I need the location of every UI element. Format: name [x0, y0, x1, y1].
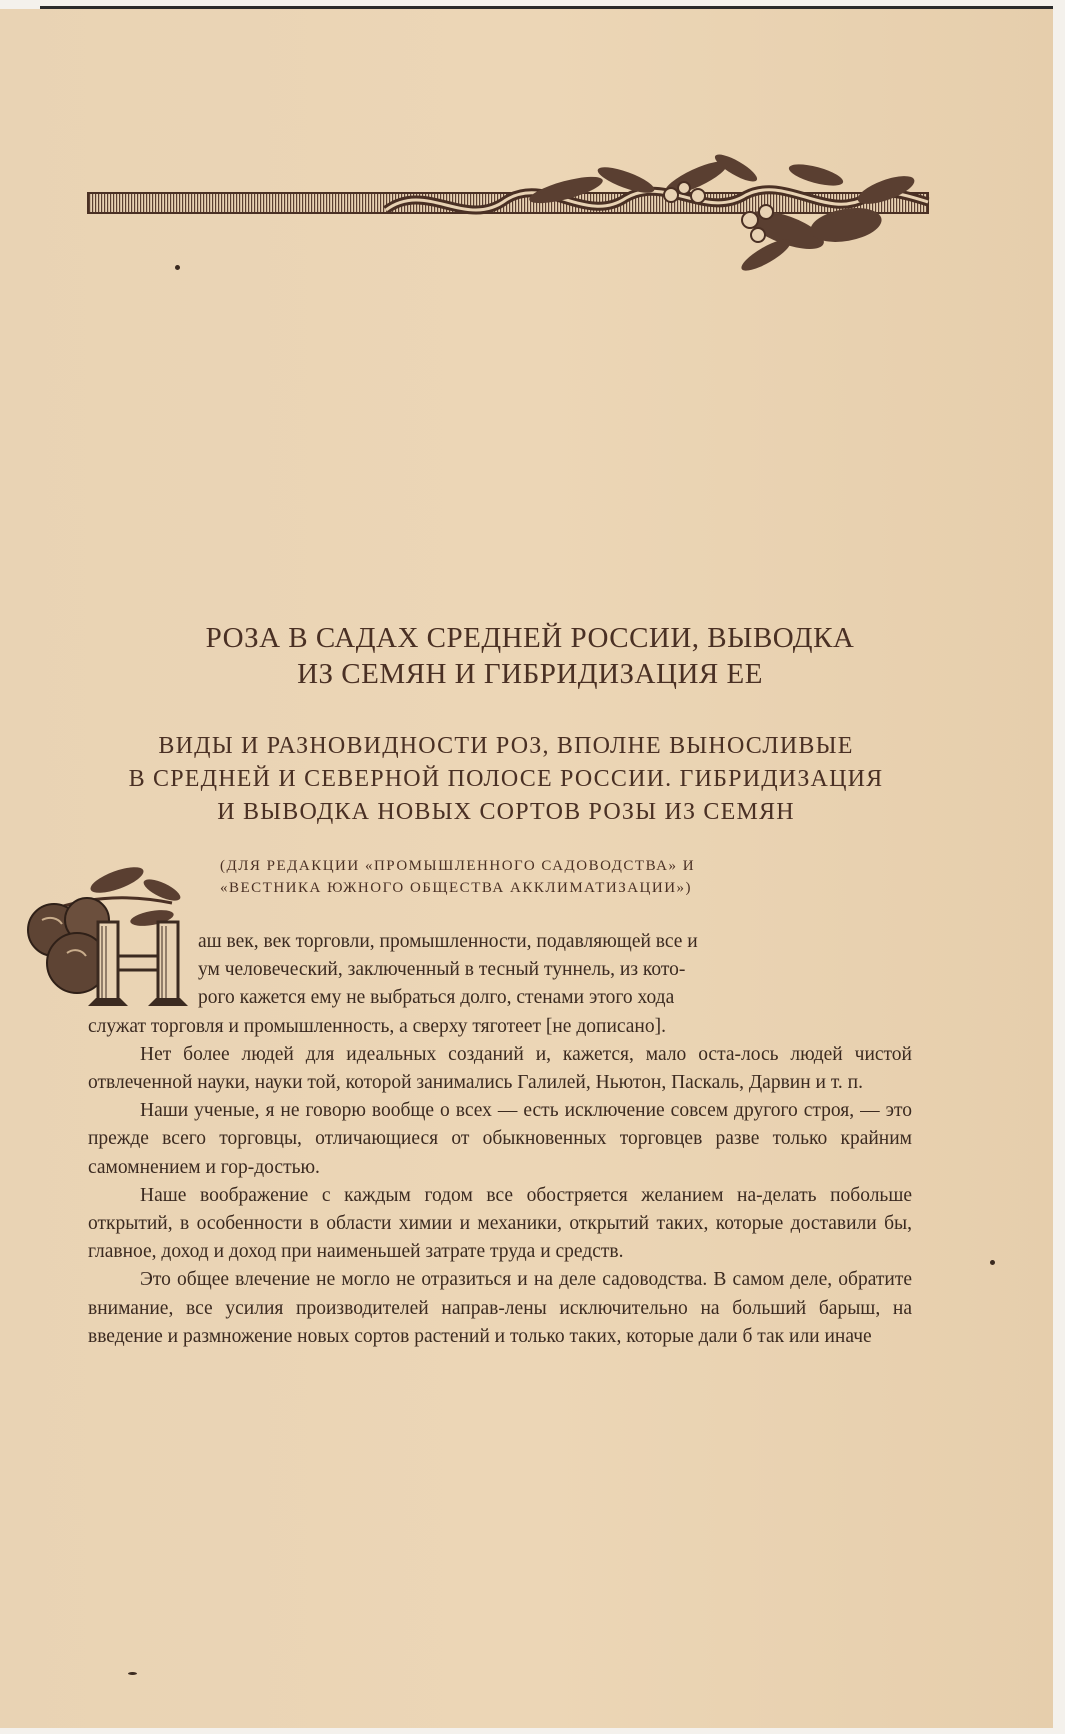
page-title [90, 620, 970, 692]
title-line-2: ИЗ СЕМЯН И ГИБРИДИЗАЦИЯ ЕЕ [297, 658, 763, 690]
article-body [88, 928, 912, 1351]
subtitle-line-2: В СРЕДНЕЙ И СЕВЕРНОЙ ПОЛОСЕ РОССИИ. ГИБРИДИЗАЦИЯ [128, 766, 884, 792]
note-line-1: (ДЛЯ РЕДАКЦИИ «ПРОМЫШЛЕННОГО САДОВОДСТВА» И [220, 858, 696, 874]
scan-border-line [40, 6, 1065, 9]
paragraph-3: Наши ученые, я не говорю вообще о всех — есть исключение совсем другого строя, — это прежде всего торговцы, отличающиеся от обыкновенных торговцев разве только крайним самомнением и гор-достью. [88, 1100, 912, 1178]
subtitle-line-1: ВИДЫ И РАЗНОВИДНОСТИ РОЗ, ВПОЛНЕ ВЫНОСЛИВЫЕ [158, 733, 854, 759]
header-ornament [86, 150, 931, 280]
scan-edge-right [1053, 0, 1065, 1734]
section-subtitle [86, 730, 926, 829]
paragraph-1-line-1: аш век, век торговли, промышленности, подавляющей все и [198, 931, 698, 952]
subtitle-line-3: И ВЫВОДКА НОВЫХ СОРТОВ РОЗЫ ИЗ СЕМЯН [217, 799, 795, 825]
paragraph-2: Нет более людей для идеальных созданий и, кажется, мало оста-лось людей чистой отвлеченной науки, науки той, которой занимались Галилей, Ньютон, Паскаль, Дарвин и т. п. [88, 1043, 912, 1094]
paragraph-1-end: служат торговля и промышленность, а сверху тяготеет [не дописано]. [88, 1015, 666, 1037]
paragraph-4: Наше воображение с каждым годом все обостряется желанием на-делать побольше открытий, в особенности в области химии и механики, открытий таких, которые доставили бы, главное, доход и доход при наименьшей затрате труда и средств. [88, 1184, 912, 1263]
paragraph-5: Это общее влечение не могло не отразиться и на деле садоводства. В самом деле, обратите внимание, все усилия производителей направ-лены исключительно на больший барыш, на введение и размножение новых сортов растений и только таких, которые дали б так или иначе [88, 1269, 912, 1347]
scan-speck [175, 265, 180, 270]
paragraph-1-line-3: рого кажется ему не выбраться долго, стенами этого хода [198, 987, 675, 1009]
scan-speck [128, 1672, 137, 1675]
editorial-note [220, 855, 820, 899]
paragraph-1 [88, 928, 912, 1013]
note-line-2: «ВЕСТНИКА ЮЖНОГО ОБЩЕСТВА АККЛИМАТИЗАЦИИ») [220, 880, 693, 896]
scan-speck [990, 1260, 995, 1265]
title-line-1: РОЗА В САДАХ СРЕДНЕЙ РОССИИ, ВЫВОДКА [205, 622, 855, 654]
paragraph-1-line-2: ум человеческий, заключенный в тесный туннель, из кото- [198, 959, 686, 981]
scan-edge-bottom [0, 1728, 1065, 1734]
